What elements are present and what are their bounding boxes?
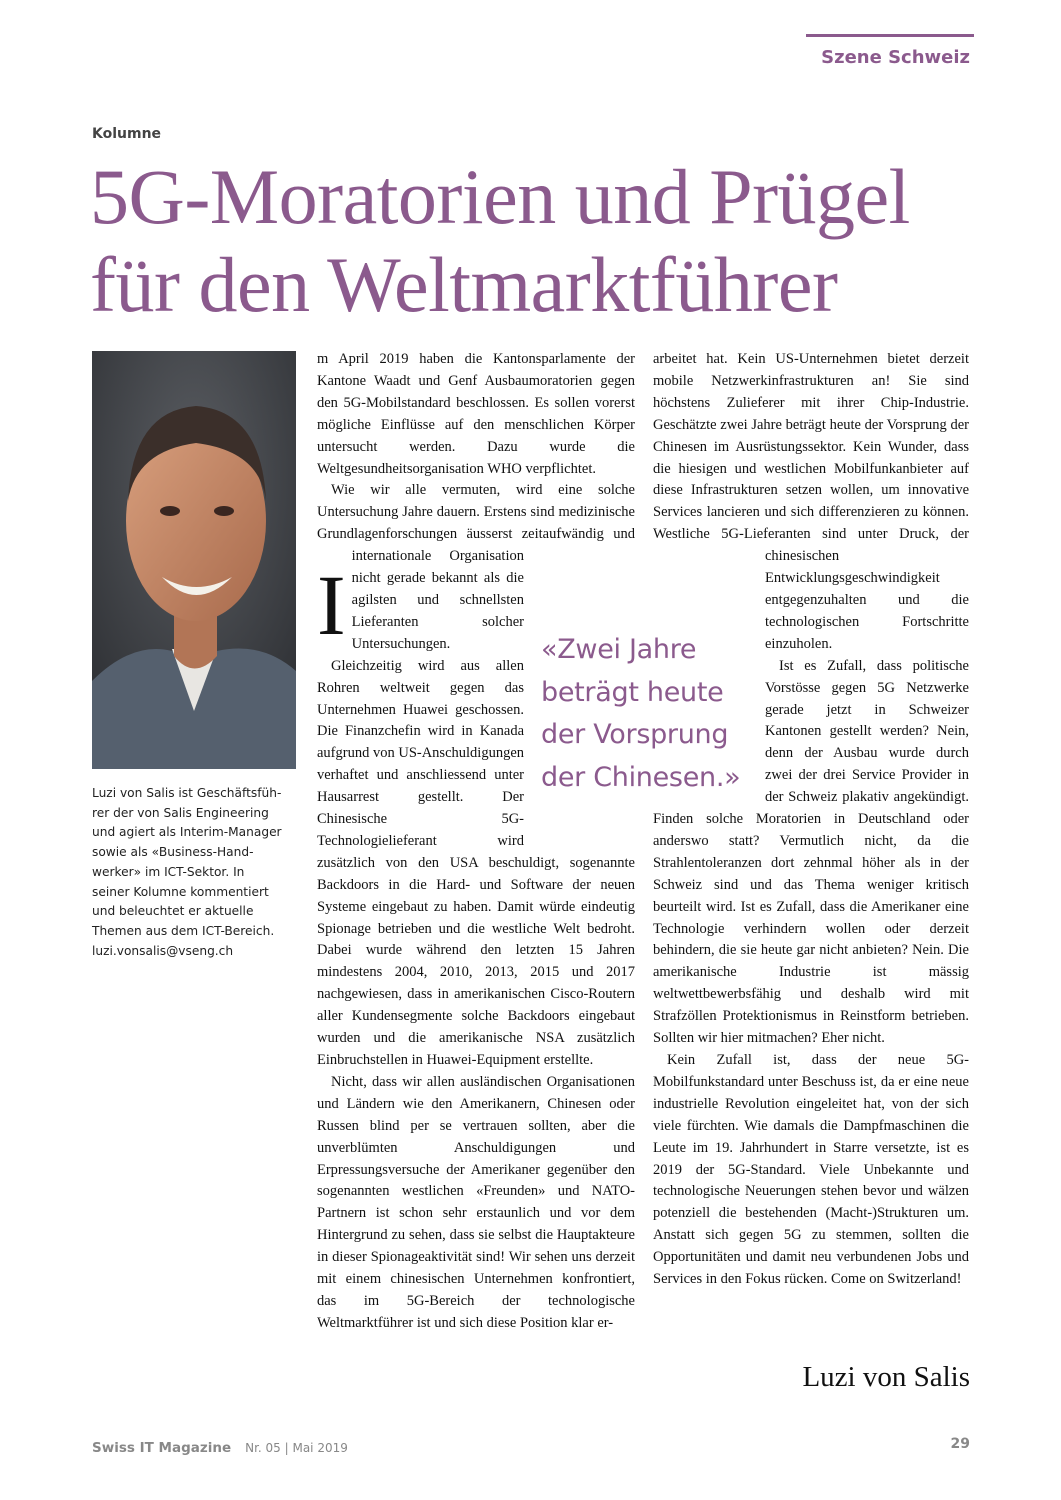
pull-quote-line: «Zwei Jahre xyxy=(541,634,697,665)
pull-quote-spacer-2 xyxy=(653,567,761,809)
caption-line: Luzi von Salis ist Geschäftsfüh- xyxy=(92,786,282,800)
pull-quote-line: beträgt heute xyxy=(541,676,724,708)
col1-paragraph-4: Nicht, dass wir allen ausländischen Organisationen und Ländern wie den Amerikanern, Chinesen oder Russen blind per se vertrauen sollten, aber die unverblümten Anschuldigungen und Erpressungsversuche der Amerikaner gegenüber den sogenannten westlichen «Freunden» und NATO-Partnern ist schon sehr erstaunlich und vor dem Hintergrund zu sehen, dass sie selbst die Hauptakteure in dieser Spionageaktivität sind! Wir sehen uns derzeit mit einem chinesischen Unternehmen konfrontiert, das im 5G-Bereich der technologische Weltmarktführer ist und sich diese Position klar er- xyxy=(317,1073,635,1331)
col1-paragraph-1: m April 2019 haben die Kantonsparlamente der Kantone Waadt und Genf Ausbaumoratorien gegen den 5G-Mobilstandard beschlossen. Es sollen vorerst mögliche Einflüsse auf den menschlichen Körper untersucht werden. Dazu wurde die Weltgesundheitsorganisation WHO verpflichtet. xyxy=(317,351,635,477)
kicker: Kolumne xyxy=(92,126,162,142)
headline-line-2: für den Weltmarktführer xyxy=(90,241,838,328)
caption-line: und agiert als Interim-Manager xyxy=(92,825,282,840)
col2-paragraph-2: Ist es Zufall, dass politische Vorstösse gegen 5G Netzwerke gerade jetzt in Schweizer Kantonen gestellt werden? Nein, denn der Ausbau wurde durch zwei der drei Service Provider in der Schweiz plakativ angekündigt. Finden solche Moratorien in Deutschland oder anderswo statt? Vermutlich nicht, da die Strahlentoleranzen dort zehnmal höher als in der Schweiz sind und das Thema weniger kritisch beurteilt wird. Ist es Zufall, dass die Amerikaner eine Technologie verhindern wollen oder derzeit behindern, die sie heute gar nicht anbieten? Nein. Die amerikanische Industrie ist mässig weltwettbewerbsfähig und deshalb wird mit Strafzöllen Protektionismus in Reinstform betrieben. Sollten wir hier mitmachen? Eher nicht. xyxy=(653,657,969,1047)
col1-paragraph-3: Gleichzeitig wird aus allen Rohren weltweit gegen das Unternehmen Huawei geschossen. Die Finanzchefin wird in Kanada aufgrund von US-Anschuldigungen verhaftet und anschliessend unter Hausarrest gestellt. Der Chinesische 5G-Technologielieferant wird zusätzlich von den USA beschuldigt, sogenannte Backdoors in die Hard- und Software der neuen Systeme eingebaut zu haben. Damit würde eindeutig Spionage betrieben und die westliche Welt bedroht. Dabei wurde während den letzten 15 Jahren mindestens 2004, 2010, 2013, 2015 und 2017 nachgewiesen, dass in amerikanischen Cisco-Routern aller Kundensegmente solche Backdoors eingebaut wurden und die amerikanische NSA zusätzlich Einbruchstellen in Huawei-Equipment erstellte. xyxy=(317,657,635,1068)
page-number: 29 xyxy=(950,1436,970,1452)
caption-line: rer der von Salis Engineering xyxy=(92,805,269,820)
author-photo xyxy=(92,351,296,769)
portrait-illustration xyxy=(92,351,296,769)
col2-paragraph-1: arbeitet hat. Kein US-Unternehmen bietet derzeit mobile Netzwerkinfrastrukturen an! Sie sind höchstens Zulieferer mit ihrer Chip-Industrie. Geschätzte zwei Jahre beträgt heute der Vorsprung der Chinesen im Ausrüstungssektor. Kein Wunder, dass die hiesigen und westlichen Mobilfunkanbieter auf diese Infrastrukturen setzen wollen, um innovative Services lancieren und sich differenzieren zu können. Westliche 5G-Lieferanten sind unter Druck, der chinesischen Entwicklungsgeschwindigkeit entgegenzuhalten und die technologischen Fortschritte einzuholen. xyxy=(653,351,969,652)
section-rule xyxy=(806,34,974,37)
headline-line-1: 5G-Moratorien und Prügel xyxy=(90,153,910,240)
caption-line: werker» im ICT-Sektor. In xyxy=(92,864,245,879)
footer xyxy=(92,1437,348,1456)
section-label: Szene Schweiz xyxy=(821,47,970,68)
col1-paragraph-2: Wie wir alle vermuten, wird eine solche Untersuchung Jahre dauern. Erstens sind medizinische Grundlagenforschungen äusserst zeitaufwändig und internationale Organisation nicht gerade bekannt als die agilsten und schnellsten Lieferanten solcher Untersuchungen. xyxy=(317,482,635,652)
author-signature: Luzi von Salis xyxy=(802,1361,970,1393)
article-column-1 xyxy=(317,349,635,1335)
footer-issue: Nr. 05 | Mai 2019 xyxy=(245,1441,348,1455)
article-column-2 xyxy=(653,349,969,1291)
drop-cap: I xyxy=(317,557,346,653)
pull-quote-line: der Vorsprung xyxy=(541,719,729,750)
caption-line: seiner Kolumne kommentiert xyxy=(92,884,269,899)
author-email[interactable]: luzi.vonsalis@vseng.ch xyxy=(92,943,234,958)
caption-line: sowie als «Business-Hand- xyxy=(92,845,254,860)
headline xyxy=(90,153,990,329)
col2-paragraph-3: Kein Zufall ist, dass der neue 5G-Mobilfunkstandard unter Beschuss ist, da er eine neue industrielle Revolution eingeleitet hat, von der sich viele fürchten. Wie damals die Dampfmaschinen die Leute im 19. Jahrhundert in Starre versetzte, ist es 2019 der 5G-Standard. Viele Unbekannte und technologische Neuerungen stehen bevor und wälzen potenziell die bestehenden (Macht-)Strukturen um. Anstatt sich gegen 5G zu stemmen, sollten die Opportunitäten und damit neu verbundenen Jobs und Services in den Fokus rücken. Come on Switzerland! xyxy=(653,1052,969,1288)
author-caption xyxy=(92,784,296,961)
footer-magazine: Swiss IT Magazine xyxy=(92,1440,232,1456)
caption-line: und beleuchtet er aktuelle xyxy=(92,904,254,919)
pull-quote-line: der Chinesen.» xyxy=(541,761,741,793)
caption-line: Themen aus dem ICT-Bereich. xyxy=(92,923,275,938)
